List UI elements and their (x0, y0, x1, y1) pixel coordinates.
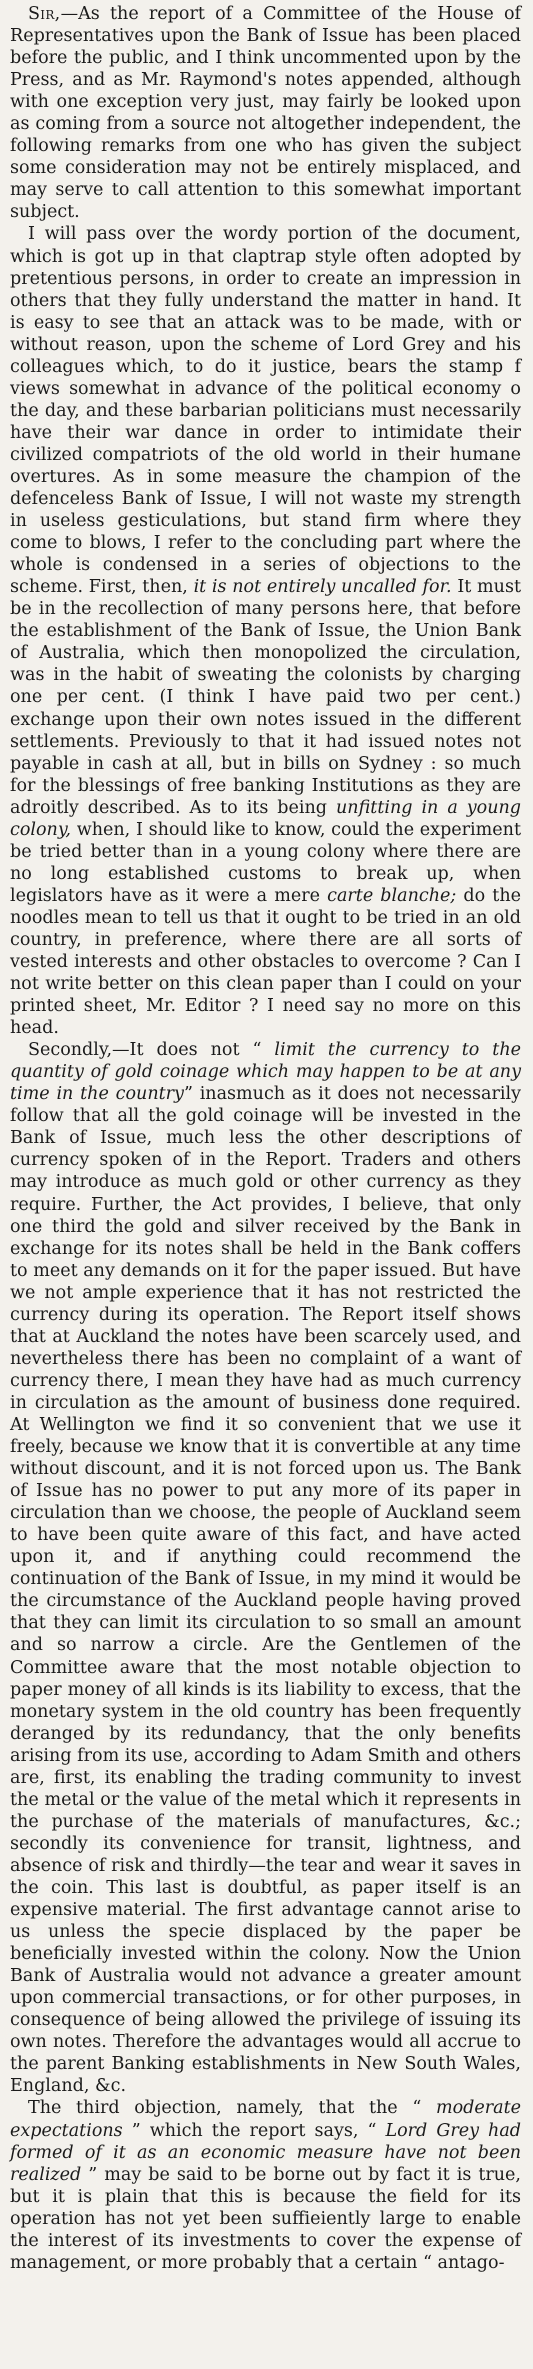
letter-paragraph-2 (10, 223, 521, 1039)
text-run: ” which the report says, “ (122, 2120, 386, 2141)
letter-paragraph-1 (10, 3, 521, 223)
italic-phrase: unfitting in a young colony, (10, 797, 521, 840)
text-run: —As the report of a Committee of the House of Representatives upon the Bank of Issue has been placed before the public, and I think uncommented upon by the Press, and as Mr. Raymond's notes appended, although with one exception very just, may fairly be looked upon as coming from a source not altogether independent, the following remarks from one who has given the subject some consideration may not be entirely misplaced, and may serve to call attention to this somewhat important subject. (10, 4, 521, 223)
paragraph-body (10, 2098, 521, 2272)
text-run: It must be in the recollection of many persons here, that before the establishment of the Bank of Issue, the Union Bank of Australia, which then monopolized the circulation, was in the habit of sweating the colonists by charging one per cent. (I think I have paid two per cent.) exchange upon their own notes issued in the different settlements. Previously to that it had issued notes not payable in cash at all, but in bills on Sydney : so much for the blessings of free banking Institutions as they are adroitly described. As to its being (10, 577, 521, 818)
text-run: I will pass over the wordy portion of the document, which is got up in that claptrap style often adopted by pretentious persons, in order to create an impression in others that they fully understand the matter in hand. It is easy to see that an attack was to be made, with or without reason, upon the scheme of Lord Grey and his colleagues which, to do it justice, bears the stamp f views somewhat in advance of the political economy o the day, and these barbarian politicians must necessarily have their war dance in order to intimidate their civilized compatriots of the old world in their humane overtures. As in some measure the champion of the defenceless Bank of Issue, I will not waste my strength in useless gesticulations, but stand firm where they come to blows, I refer to the concluding part where the whole is condensed in a series of objections to the scheme. First, then, (10, 224, 521, 598)
italic-phrase: it is not entirely uncalled for. (193, 577, 452, 598)
text-run: The third objection, namely, that the “ (28, 2098, 436, 2119)
text-run: do the noodles mean to tell us that it ought to be tried in an old country, in preference, where there are all sorts of vested interests and other obstacles to overcome ? Can I not write better on this clean paper than I could on your printed sheet, Mr. Editor ? I need say no more on this head. (10, 885, 521, 1039)
letter-paragraph-4 (10, 2097, 521, 2273)
letter-paragraph-3 (10, 1039, 521, 2097)
text-run: ” may be said to be borne out by fact it is true, but it is plain that this is because the field for its operation has not yet been suffieiently large to enable the interest of its investments to cover the expense of management, or more probably that a certain “ antago- (10, 2164, 521, 2273)
italic-phrase: carte blanche; (327, 885, 457, 906)
text-run: when, I should like to know, could the experiment be tried better than in a young colony where there are no long established customs to break up, when legislators have as it were a mere (10, 819, 521, 906)
italic-phrase: moderate expectations (10, 2098, 521, 2141)
italic-phrase: Lord Grey had formed of it as an economic measure have not been realized (10, 2120, 521, 2185)
text-run: Secondly,—It does not “ (28, 1040, 275, 1061)
salutation: Sir, (28, 4, 61, 24)
paragraph-body (10, 1040, 521, 2096)
italic-phrase: limit the currency to the quantity of gold coinage which may happen to be at any time in the country (10, 1040, 521, 1105)
paragraph-body (10, 224, 521, 1038)
paragraph-body (10, 4, 521, 222)
text-run: ” inasmuch as it does not necessarily follow that all the gold coinage will be invested in the Bank of Issue, much less the other descriptions of currency spoken of in the Report. Traders and others may introduce as much gold or other currency as they require. Further, the Act provides, I believe, that only one third the gold and silver received by the Bank in exchange for its notes shall be held in the Bank coffers to meet any demands on it for the paper issued. But have we not ample experience that it has not restricted the currency during its operation. The Report itself shows that at Auckland the notes have been scarcely used, and nevertheless there has been no complaint of a want of currency there, I mean they have had as much currency in circulation as the amount of business done required. At Wellington we find it so convenient that we use it freely, because we know that it is convertible at any time without discount, and it is not forced upon us. The Bank of Issue has no power to put any more of its paper in circulation than we choose, the people of Auckland seem to have been quite aware of this fact, and have acted upon it, and if anything could recommend the continuation of the Bank of Issue, in my mind it would be the circumstance of the Auckland people having proved that they can limit its circulation to so small an amount and so narrow a circle. Are the Gentlemen of the Committee aware that the most notable objection to paper money of all kinds is its liability to excess, that the monetary system in the old country has been frequently deranged by its redundancy, that the only benefits arising from its use, according to Adam Smith and others are, first, its enabling the trading community to invest the metal or the value of the metal which it represents in the purchase of the materials of manufactures, &c.; secondly its convenience for transit, lightness, and absence of risk and thirdly—the tear and wear it saves in the coin. This last is doubtful, as paper itself is an expensive material. The first advantage cannot arise to us unless the specie displaced by the paper be beneficially invested within the colony. Now the Union Bank of Australia would not advance a greater amount upon commercial transactions, or for other purposes, in consequence of being allowed the privilege of issuing its own notes. Therefore the advantages would all accrue to the parent Banking establishments in New South Wales, England, &c. (10, 1084, 521, 2097)
